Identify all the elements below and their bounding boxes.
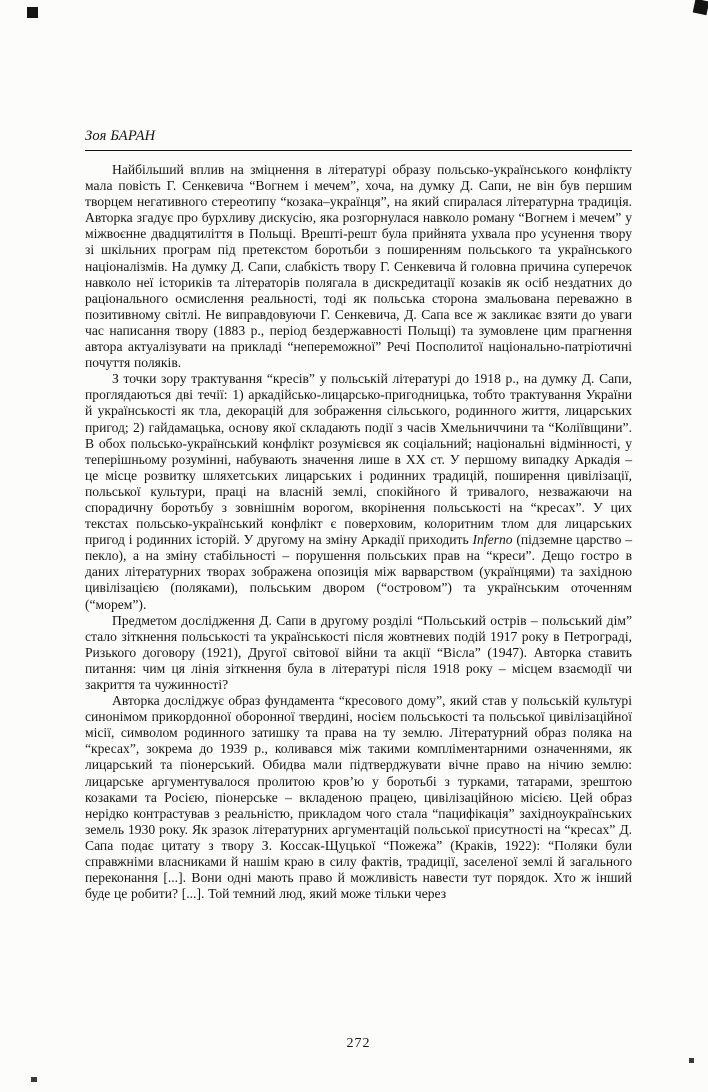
header-rule — [85, 150, 632, 151]
running-header-author: Зоя БАРАН — [85, 128, 156, 144]
paragraph-4: Авторка досліджує образ фундамента “кресового дому”, який став у польській культурі синонімом прикордонної оборонної твердині, носієм польськості та польської цивілізаційної місії, символом родинного затишку та права на ту землю. Літературний образ поляка на “кресах”, зокрема до 1939 р., коливався між такими компліментарними означеннями, як лицарський та піонерський. Обидва мали підтверджувати вічне право на нічию землю: лицарське аргументувалося пролитою кров’ю у боротьбі з турками, татарами, зрештою козаками та Росією, піонерське – вкладеною працею, цивілізаційною місією. Цей образ нерідко контрастував з реальністю, прикладом чого стала “пацифікація” західноукраїнських земель 1930 року. Як зразок літературних аргументацій польської присутності на “кресах” Д. Сапа подає цитату з твору З. Коссак-Щуцької “Пожежа” (Краків, 1922): “Поляки були справжніми власниками й нашім краю в силу фактів, традиції, заселеної землі й загального переконання [...]. Вони одні мають право й можливість навести тут порядок. Хто ж інший буде це робити? [...]. Той темний люд, який може тільки через — [85, 693, 632, 902]
scan-artifact-bottom-left — [31, 1077, 37, 1082]
scan-artifact-bottom-right — [689, 1058, 694, 1063]
paragraph-2-text-after: (підземне царство – пекло), а на зміну стабільності – порушення польських прав на “креси”. Дещо гостро в даних літературних творах зображена опозиція між варварством (українцями) та західною цивілізацією (поляками), польським двором (“островом”) та українським оточенням (“морем”). — [85, 532, 632, 612]
article-body — [85, 162, 632, 902]
paragraph-2-italic-term: Inferno — [472, 532, 513, 548]
page-number: 272 — [346, 1036, 371, 1051]
scan-artifact-top-left — [27, 7, 38, 18]
paragraph-2-text-before: З точки зору трактування “кресів” у польській літературі до 1918 р., на думку Д. Сапи, проглядаються дві течії: 1) аркадійсько-лицарсько-пригодницька, тобто трактування України й українськості як тла, декорацій для зображення сільського, родинного життя, лицарських пригод; 2) гайдамацька, основу якої складають події з часів Хмельниччини та “Коліївщини”. В обох польсько-український конфлікт розумієвся як соціальний; національні відмінності, у теперішньому розумінні, набувають значення лише в XX ст. У першому випадку Аркадія – це місце розвитку шляхетських лицарських і родинних традицій, поширення цивілізації, польської культури, праці на власній землі, спокійного й тривалого, незважаючи на спорадичну боротьбу з зовнішнім ворогом, вкорінення польськості на “кресах”. У цих текстах польсько-український конфлікт є поверховим, колоритним тлом для лицарських пригод і родинних історій. У другому на зміну Аркадії приходить — [85, 371, 632, 548]
scan-artifact-top-right — [693, 0, 708, 15]
text-column — [85, 128, 632, 902]
paragraph-1: Найбільший вплив на зміцнення в літературі образу польсько-українського конфлікту мала повість Г. Сенкевича “Вогнем і мечем”, хоча, на думку Д. Сапи, не він був першим творцем негативного стереотипу “козака–українця”, на який спиралася літературна традиція. Авторка згадує про бурхливу дискусію, яка розгорнулася навколо роману “Вогнем і мечем” у міжвоєнне двадцятиліття в Польщі. Врешті-решт була прийнята ухвала про усунення твору зі шкільних програм під претекстом боротьби з поширенням польського та українського націоналізмів. На думку Д. Сапи, слабкість твору Г. Сенкевича й головна причина суперечок навколо неї істориків та літераторів полягала в дискредитації козаків як осіб нездатних до раціонального осмислення реальності, тоді як польська сторона змальована переважно в позитивному світлі. Не виправдовуючи Г. Сенкевича, Д. Сапа все ж закликає взяти до уваги час написання твору (1883 р., період бездержавності Польщі) та зумовлене цим прагнення автора актуалізувати на прикладі “непереможної” Речі Посполитої національно-патріотичні почуття поляків. — [85, 162, 632, 371]
paragraph-3: Предметом дослідження Д. Сапи в другому розділі “Польський острів – польський дім” стало зіткнення польськості та українськості після жовтневих подій 1917 року в Петрограді, Ризького договору (1921), Другої світової війни та акції “Вісла” (1947). Авторка ставить питання: чим ця лінія зіткнення була в літературі після 1918 року – місцем взаємодії чи закриття та чужинності? — [85, 612, 632, 692]
paragraph-2 — [85, 371, 632, 612]
